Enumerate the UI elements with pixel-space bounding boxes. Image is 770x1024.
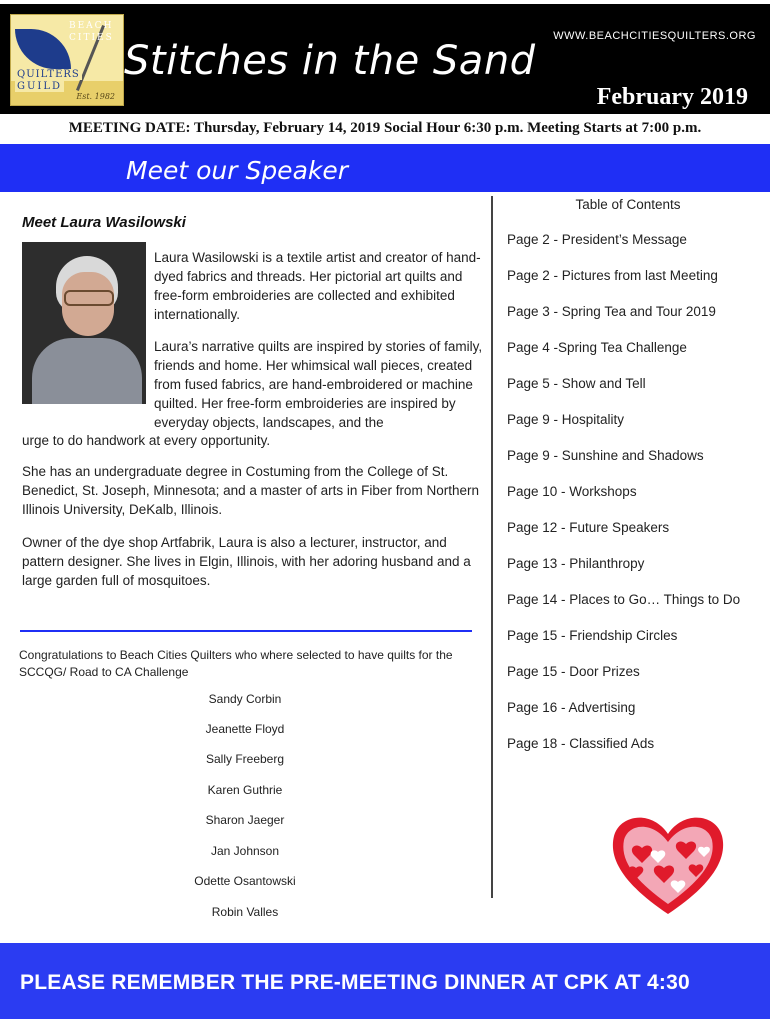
heart-icon — [606, 808, 730, 920]
speaker-bio-paragraph-1: Laura Wasilowski is a textile artist and creator of hand-dyed fabrics and threads. Her pictorial art quilts and free-form embroideries are collected and exhibited internationally. — [154, 250, 481, 322]
newsletter-title: Stitches in the Sand — [124, 38, 536, 84]
toc-item[interactable]: Page 14 - Places to Go… Things to Do — [507, 592, 741, 607]
toc-item[interactable]: Page 9 - Hospitality — [507, 412, 625, 427]
quilter-name: Sharon Jaeger — [205, 813, 285, 827]
section-divider — [20, 630, 472, 632]
glasses-icon — [64, 290, 114, 306]
toc-item[interactable]: Page 15 - Friendship Circles — [507, 628, 678, 643]
logo-text-est: Est. 1982 — [76, 92, 115, 101]
quilter-name: Jeanette Floyd — [205, 722, 285, 736]
website-url[interactable]: WWW.BEACHCITIESQUILTERS.ORG — [553, 30, 756, 42]
quilter-name: Karen Guthrie — [207, 783, 283, 797]
quilter-name: Sally Freeberg — [205, 752, 285, 766]
quilter-name: Jan Johnson — [210, 844, 280, 858]
toc-item[interactable]: Page 13 - Philanthropy — [507, 556, 645, 571]
quilter-name: Odette Osantowski — [194, 874, 296, 888]
speaker-bio-paragraph-2: Laura’s narrative quilts are inspired by stories of family, friends and home. Her whimsical wall pieces, created from fused fabrics, are hand-embroidered or machine quilted. Her free-form embroideries are inspired by everyday objects, landscapes, and the — [154, 339, 483, 430]
toc-item[interactable]: Page 5 - Show and Tell — [507, 376, 646, 391]
speaker-bio-paragraph-4: Owner of the dye shop Artfabrik, Laura is also a lecturer, instructor, and pattern designer. She lives in Elgin, Illinois, with her adoring husband and a large garden full of mosquitoes. — [22, 535, 471, 588]
guild-logo — [10, 14, 124, 106]
toc-item[interactable]: Page 12 - Future Speakers — [507, 520, 670, 535]
speaker-section-title: Meet our Speaker — [126, 156, 349, 185]
toc-item[interactable]: Page 3 - Spring Tea and Tour 2019 — [507, 304, 716, 319]
speaker-heading: Meet Laura Wasilowski — [22, 214, 186, 231]
toc-item[interactable]: Page 2 - President’s Message — [507, 232, 687, 247]
toc-title: Table of Contents — [575, 197, 681, 212]
toc-item[interactable]: Page 9 - Sunshine and Shadows — [507, 448, 704, 463]
logo-text-guild: GUILD — [17, 81, 63, 92]
toc-item[interactable]: Page 10 - Workshops — [507, 484, 637, 499]
logo-text-beach: BEACH — [69, 21, 114, 31]
quilter-name: Robin Valles — [211, 905, 279, 919]
toc-item[interactable]: Page 16 - Advertising — [507, 700, 636, 715]
quilter-name: Sandy Corbin — [208, 692, 282, 706]
column-divider — [491, 196, 493, 898]
toc-item[interactable]: Page 15 - Door Prizes — [507, 664, 640, 679]
speaker-section-band — [0, 144, 770, 192]
logo-text-cities: CITIES — [69, 33, 114, 43]
congratulations-text: Congratulations to Beach Cities Quilters who where selected to have quilts for the SCCQG/ Road to CA Challenge — [19, 648, 453, 679]
speaker-bio-paragraph-3: She has an undergraduate degree in Costuming from the College of St. Benedict, St. Joseph, Minnesota; and a master of arts in Fiber from Northern Illinois University, DeKalb, Illinois. — [22, 464, 479, 517]
speaker-bio-paragraph-2-end: urge to do handwork at every opportunity. — [22, 433, 271, 448]
wave-icon — [15, 29, 71, 69]
toc-item[interactable]: Page 18 - Classified Ads — [507, 736, 655, 751]
speaker-photo — [22, 242, 146, 404]
toc-item[interactable]: Page 2 - Pictures from last Meeting — [507, 268, 718, 283]
meeting-date-line: MEETING DATE: Thursday, February 14, 2019 Social Hour 6:30 p.m. Meeting Starts at 7:00 p.m. — [68, 120, 702, 136]
logo-text-quilters: QUILTERS — [17, 69, 80, 80]
toc-item[interactable]: Page 4 -Spring Tea Challenge — [507, 340, 687, 355]
issue-date: February 2019 — [596, 84, 748, 110]
reminder-text: PLEASE REMEMBER THE PRE-MEETING DINNER AT CPK AT 4:30 — [20, 971, 690, 994]
